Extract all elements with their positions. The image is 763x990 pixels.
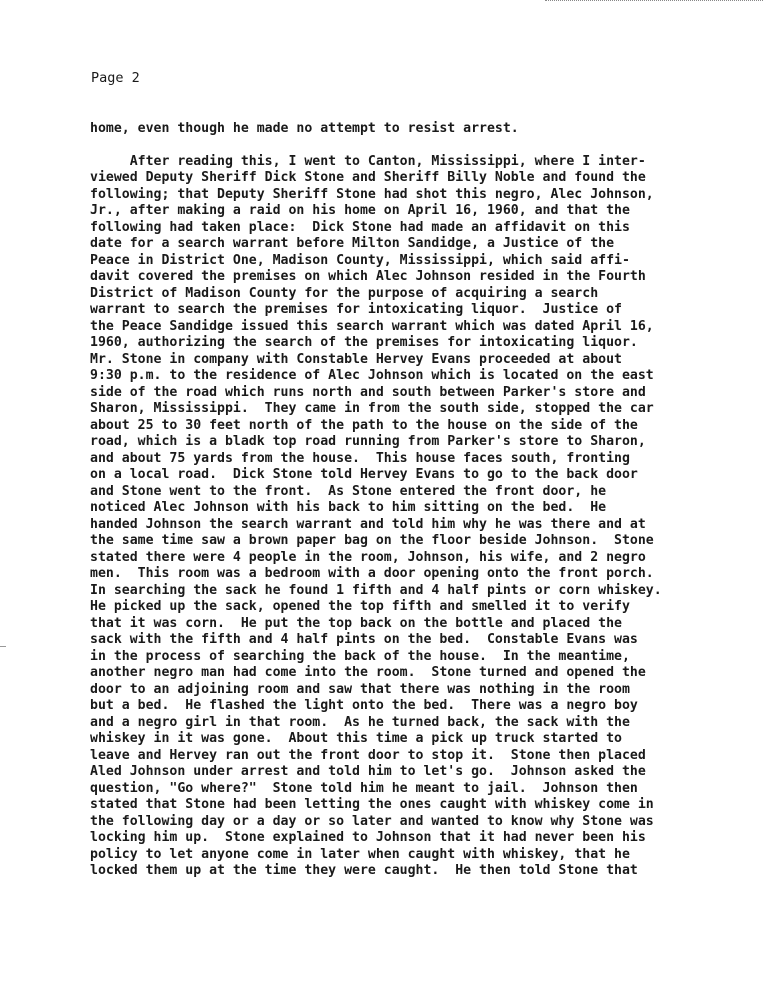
text-line: and Stone went to the front. As Stone entered the front door, he xyxy=(90,483,607,499)
text-line: handed Johnson the search warrant and told him why he was there and at xyxy=(90,516,646,532)
text-line: in the process of searching the back of the house. In the meantime, xyxy=(90,648,630,664)
paragraph xyxy=(90,154,750,880)
text-line: viewed Deputy Sheriff Dick Stone and Sheriff Billy Noble and found the xyxy=(90,170,646,185)
text-line: date for a search warrant before Milton Sandidge, a Justice of the xyxy=(90,236,615,251)
text-line: side of the road which runs north and south between Parker's store and xyxy=(90,384,646,400)
text-line: that it was corn. He put the top back on the bottle and placed the xyxy=(90,615,622,631)
text-line: the Peace Sandidge issued this search warrant which was dated April 16, xyxy=(90,318,654,334)
text-line: District of Madison County for the purpose of acquiring a search xyxy=(90,285,599,301)
text-line: He picked up the sack, opened the top fifth and smelled it to verify xyxy=(90,599,630,614)
text-line: about 25 to 30 feet north of the path to the house on the side of the xyxy=(90,417,638,433)
text-line: warrant to search the premises for intoxicating liquor. Justice of xyxy=(90,302,622,317)
page-number: Page 2 xyxy=(91,70,140,86)
text-line: 1960, authorizing the search of the premises for intoxicating liquor. xyxy=(90,335,638,350)
text-line: following; that Deputy Sheriff Stone had shot this negro, Alec Johnson, xyxy=(90,186,654,202)
margin-mark xyxy=(0,646,6,647)
text-line: following had taken place: Dick Stone had made an affidavit on this xyxy=(90,219,630,235)
text-line: the same time saw a brown paper bag on the floor beside Johnson. Stone xyxy=(90,533,654,548)
text-line: stated that Stone had been letting the ones caught with whiskey come in xyxy=(90,797,654,812)
text-line: door to an adjoining room and saw that there was nothing in the room xyxy=(90,681,630,697)
text-line: Sharon, Mississippi. They came in from the south side, stopped the car xyxy=(90,401,654,416)
text-line: 9:30 p.m. to the residence of Alec Johnson which is located on the east xyxy=(90,368,654,383)
top-edge-rule xyxy=(545,0,763,1)
text-line: on a local road. Dick Stone told Hervey Evans to go to the back door xyxy=(90,467,638,482)
text-line: road, which is a bladk top road running from Parker's store to Sharon, xyxy=(90,434,646,449)
text-line: and a negro girl in that room. As he turned back, the sack with the xyxy=(90,714,630,730)
text-line: davit covered the premises on which Alec Johnson resided in the Fourth xyxy=(90,269,646,284)
text-line: locked them up at the time they were caught. He then told Stone that xyxy=(90,863,638,878)
text-line: Jr., after making a raid on his home on April 16, 1960, and that the xyxy=(90,203,630,218)
text-line: Mr. Stone in company with Constable Hervey Evans proceeded at about xyxy=(90,351,622,367)
text-line: Peace in District One, Madison County, Mississippi, which said affi- xyxy=(90,252,630,268)
text-line: Aled Johnson under arrest and told him to let's go. Johnson asked the xyxy=(90,764,646,779)
paragraph-gap xyxy=(90,138,750,154)
text-line: In searching the sack he found 1 fifth and 4 half pints or corn whiskey. xyxy=(90,582,662,598)
text-line: the following day or a day or so later and wanted to know why Stone was xyxy=(90,813,654,829)
text-line: After reading this, I went to Canton, Mississippi, where I inter- xyxy=(90,153,646,169)
text-line: another negro man had come into the room. Stone turned and opened the xyxy=(90,665,646,680)
text-line: and about 75 yards from the house. This house faces south, fronting xyxy=(90,450,630,466)
text-line: but a bed. He flashed the light onto the bed. There was a negro boy xyxy=(90,698,638,713)
text-line: policy to let anyone come in later when caught with whiskey, that he xyxy=(90,846,630,862)
text-line: sack with the fifth and 4 half pints on the bed. Constable Evans was xyxy=(90,632,638,647)
text-line: stated there were 4 people in the room, Johnson, his wife, and 2 negro xyxy=(90,549,646,565)
text-line: men. This room was a bedroom with a door opening onto the front porch. xyxy=(90,566,654,581)
text-line: leave and Hervey ran out the front door to stop it. Stone then placed xyxy=(90,747,646,763)
text-line: locking him up. Stone explained to Johnson that it had never been his xyxy=(90,830,646,845)
body-text xyxy=(90,121,750,880)
text-line: question, "Go where?" Stone told him he meant to jail. Johnson then xyxy=(90,780,638,796)
text-line: whiskey in it was gone. About this time a pick up truck started to xyxy=(90,731,622,746)
text-line: noticed Alec Johnson with his back to him sitting on the bed. He xyxy=(90,500,607,515)
text-line: home, even though he made no attempt to resist arrest. xyxy=(90,121,519,136)
